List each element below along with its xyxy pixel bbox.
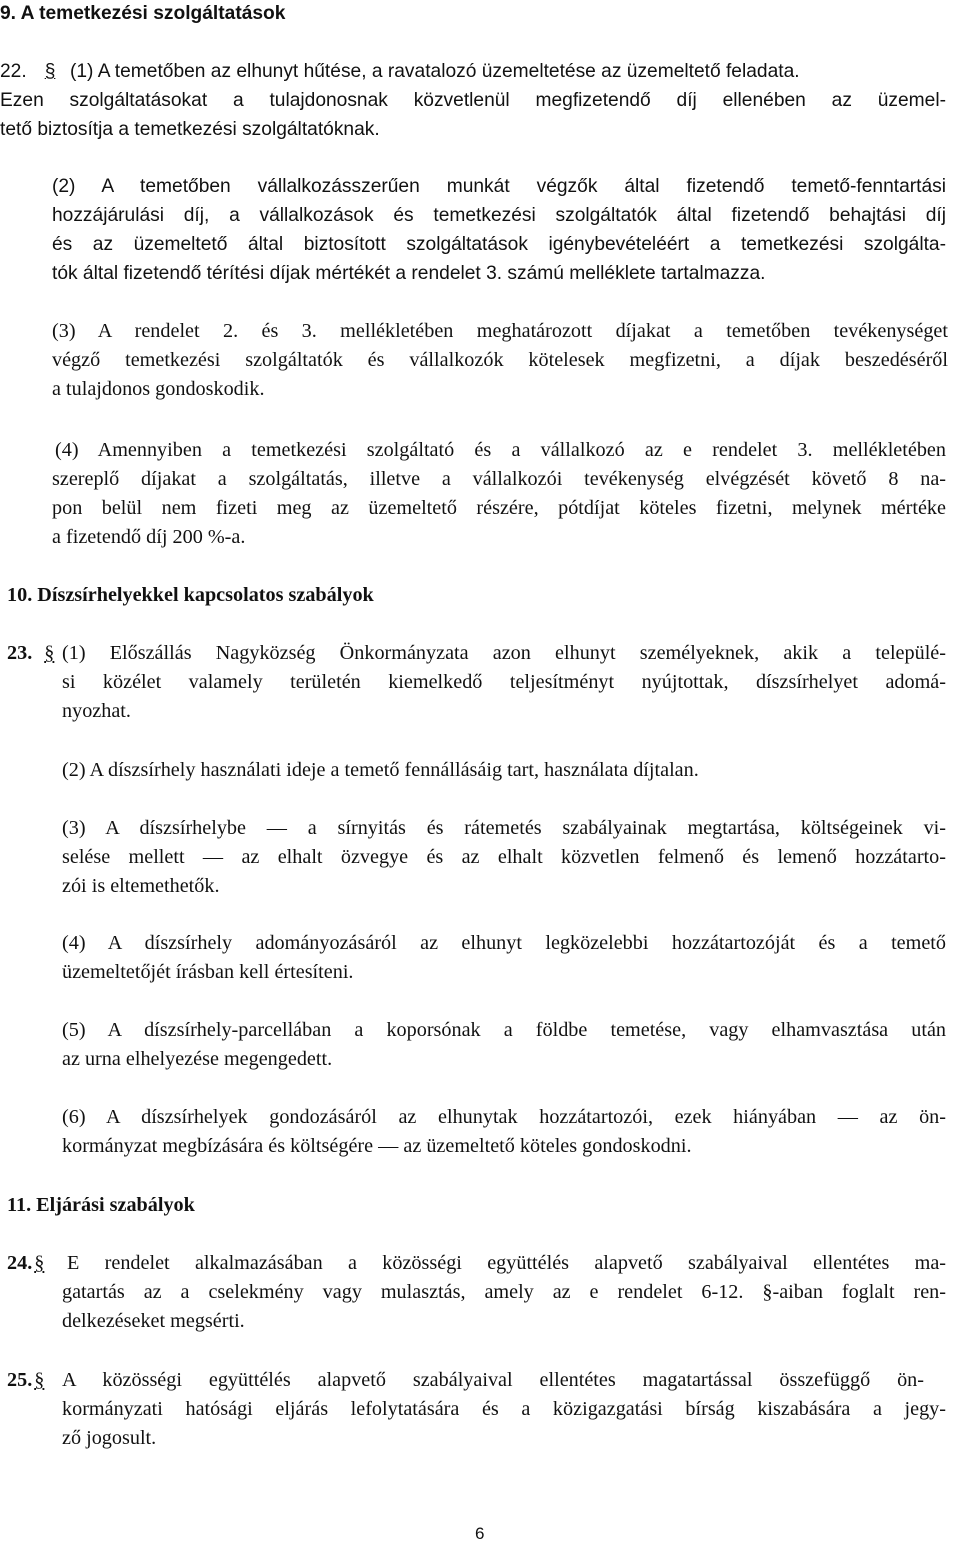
paragraph-22-2-line-3: és az üzemeltető által biztosított szolgáltatások igénybevételéért a temetkezési szolgálta- [52,234,946,255]
paragraph-25-line-3: ző jogosult. [62,1427,157,1449]
paragraph-23-6-line-1: (6) A díszsírhelyek gondozásáról az elhunytak hozzátartozói, ezek hiányában — az ön- [62,1106,946,1128]
paragraph-22-2-line-4: tók által fizetendő térítési díjak mértékét a rendelet 3. számú melléklete tartalmazza. [52,263,766,284]
paragraph-23-line-1: (1) Előszállás Nagyközség Önkormányzata azon elhunyt személyeknek, akik a települé- [62,642,946,664]
paragraph-22-marker [0,62,55,81]
paragraph-23-line-3: nyozhat. [62,700,131,722]
paragraph-22-line-1: (1) A temetőben az elhunyt hűtése, a ravatalozó üzemeltetése az üzemeltető feladata. [70,61,800,82]
paragraph-22-3-line-3: a tulajdonos gondoskodik. [52,378,265,400]
paragraph-24-line-1: E rendelet alkalmazásában a közösségi együttélés alapvető szabályaival ellentétes ma- [67,1252,946,1274]
paragraph-number: 24. [7,1252,33,1274]
paragraph-23-3-line-2: selése mellett — az elhalt özvegye és az elhalt közvetlen felmenő és lemenő hozzátarto- [62,846,946,868]
section-symbol: § [44,642,55,664]
section-10-heading: 10. Díszsírhelyekkel kapcsolatos szabályok [7,584,374,606]
paragraph-24-marker [7,1253,44,1273]
paragraph-23-5-line-1: (5) A díszsírhely-parcellában a koporsónak a földbe temetése, vagy elhamvasztása után [62,1019,946,1041]
paragraph-22-2-line-2: hozzájárulási díj, a vállalkozások és temetkezési szolgáltatók által fizetendő behajtási díj [52,205,946,226]
paragraph-22-3-line-2: végző temetkezési szolgáltatók és vállalkozók kötelesek megfizetni, a díjak beszedéséről [52,349,948,371]
paragraph-24-line-3: delkezéseket megsérti. [62,1310,245,1332]
paragraph-23-5-line-2: az urna elhelyezése megengedett. [62,1048,333,1070]
section-symbol: § [34,1252,45,1274]
paragraph-23-4-line-2: üzemeltetőjét írásban kell értesíteni. [62,961,354,983]
paragraph-25-line-1: A közösségi együttélés alapvető szabályaival ellentétes magatartással összefüggő ön- [62,1369,924,1391]
paragraph-number: 22. [0,61,27,82]
paragraph-22-4-line-4: a fizetendő díj 200 %-a. [52,526,246,548]
paragraph-23-2-line-1: (2) A díszsírhely használati ideje a temető fennállásáig tart, használata díjtalan. [62,759,699,781]
paragraph-number: 23. [7,642,33,664]
section-symbol: § [34,1369,45,1391]
page-number: 6 [475,1524,485,1543]
paragraph-22-4-line-3: pon belül nem fizeti meg az üzemeltető részére, pótdíjat köteles fizetni, melynek mértéke [52,497,946,519]
paragraph-22-line-2: Ezen szolgáltatásokat a tulajdonosnak közvetlenül megfizetendő díj ellenében az üzemel- [0,90,946,111]
paragraph-22-4-line-1: (4) Amennyiben a temetkezési szolgáltató és a vállalkozó az e rendelet 3. mellékletében [55,439,946,461]
paragraph-23-marker [7,643,54,663]
paragraph-25-marker [7,1370,44,1390]
paragraph-24-line-2: gatartás az a cselekmény vagy mulasztás, amely az e rendelet 6-12. §-aiban foglalt ren- [62,1281,946,1303]
paragraph-number: 25. [7,1369,33,1391]
paragraph-23-3-line-3: zói is eltemethetők. [62,875,220,897]
paragraph-23-4-line-1: (4) A díszsírhely adományozásáról az elhunyt legközelebbi hozzátartozóját és a temető [62,932,946,954]
paragraph-23-3-line-1: (3) A díszsírhelybe — a sírnyitás és rátemetés szabályainak megtartása, költségeinek vi- [62,817,946,839]
paragraph-23-6-line-2: kormányzat megbízására és költségére — az üzemeltető köteles gondoskodni. [62,1135,692,1157]
paragraph-22-3-line-1: (3) A rendelet 2. és 3. mellékletében meghatározott díjakat a temetőben tevékenységet [52,320,948,342]
paragraph-22-2-line-1: (2) A temetőben vállalkozásszerűen munkát végzők által fizetendő temető-fenntartási [52,176,946,197]
paragraph-22-4-line-2: szereplő díjakat a szolgáltatás, illetve a vállalkozói tevékenység elvégzését követő 8 na- [52,468,946,490]
section-9-heading: 9. A temetkezési szolgáltatások [0,3,286,24]
section-11-heading: 11. Eljárási szabályok [7,1194,195,1216]
section-symbol: § [44,61,56,82]
paragraph-22-line-3: tető biztosítja a temetkezési szolgáltatóknak. [0,119,380,140]
paragraph-23-line-2: si közélet valamely területén kiemelkedő teljesítményt nyújtottak, díszsírhelyet adomá- [62,671,946,693]
paragraph-25-line-2: kormányzati hatósági eljárás lefolytatására és a közigazgatási bírság kiszabására a jegy- [62,1398,946,1420]
